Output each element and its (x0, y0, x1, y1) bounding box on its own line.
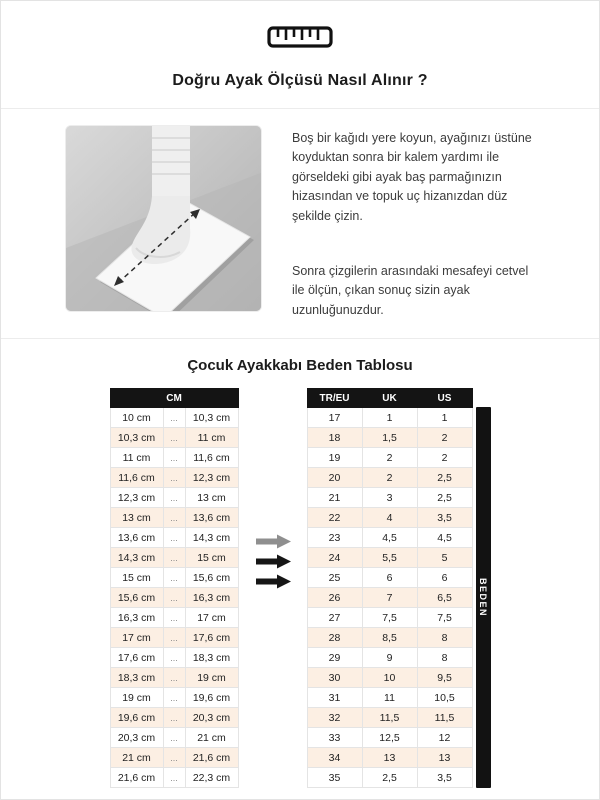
table-row (110, 688, 238, 708)
table-row (110, 648, 238, 668)
table-cell: 10 (362, 668, 417, 688)
table-cell: ... (163, 628, 185, 648)
table-header-row (307, 389, 472, 408)
beden-label: BEDEN (478, 577, 488, 617)
table-cell: ... (163, 548, 185, 568)
table-cell: 2 (417, 448, 472, 468)
col-header-uk: UK (362, 389, 417, 408)
table-row (110, 488, 238, 508)
col-header-us: US (417, 389, 472, 408)
table-cell: 2,5 (417, 488, 472, 508)
table-cell: 9 (362, 648, 417, 668)
table-row (110, 668, 238, 688)
table-row (307, 668, 472, 688)
table-row (110, 428, 238, 448)
table-row (307, 628, 472, 648)
table-cell: 19 cm (110, 688, 163, 708)
table-row (110, 548, 238, 568)
table-cell: 10 cm (110, 408, 163, 428)
table-cell: 19 cm (185, 668, 238, 688)
table-cell: ... (163, 448, 185, 468)
cm-table-header: CM (110, 389, 238, 408)
table-cell: ... (163, 668, 185, 688)
table-cell: 5,5 (362, 548, 417, 568)
table-cell: 31 (307, 688, 362, 708)
beden-side-bar (476, 407, 491, 788)
table-cell: 3,5 (417, 768, 472, 788)
measurement-photo (65, 125, 262, 312)
table-cell: 7,5 (417, 608, 472, 628)
table-row (307, 528, 472, 548)
table-cell: 2,5 (417, 468, 472, 488)
table-row (307, 548, 472, 568)
table-cell: 17,6 cm (185, 628, 238, 648)
table-cell: 19,6 cm (110, 708, 163, 728)
table-cell: ... (163, 488, 185, 508)
table-cell: 13,6 cm (110, 528, 163, 548)
table-cell: 13 (362, 748, 417, 768)
table-cell: 16,3 cm (110, 608, 163, 628)
table-cell: 13,6 cm (185, 508, 238, 528)
table-cell: 11 (362, 688, 417, 708)
table-cell: 18,3 cm (185, 648, 238, 668)
table-cell: ... (163, 748, 185, 768)
table-cell: 17,6 cm (110, 648, 163, 668)
table-row (307, 448, 472, 468)
table-cell: 7,5 (362, 608, 417, 628)
table-cell: ... (163, 648, 185, 668)
table-row (307, 748, 472, 768)
size-tables-area (1, 388, 599, 788)
table-cell: ... (163, 588, 185, 608)
table-cell: 3 (362, 488, 417, 508)
table-cell: 2,5 (362, 768, 417, 788)
table-cell: 24 (307, 548, 362, 568)
table-cell: 11 cm (110, 448, 163, 468)
table-cell: 19 (307, 448, 362, 468)
table-row (307, 708, 472, 728)
cm-table (110, 388, 239, 788)
table-cell: 6,5 (417, 588, 472, 608)
table-row (110, 608, 238, 628)
table-cell: 30 (307, 668, 362, 688)
table-row (110, 508, 238, 528)
table-cell: 11 cm (185, 428, 238, 448)
table-cell: 17 cm (185, 608, 238, 628)
table-cell: 7 (362, 588, 417, 608)
table-cell: 23 (307, 528, 362, 548)
table-row (110, 448, 238, 468)
header-icon-area (1, 1, 599, 56)
table-cell: 15,6 cm (110, 588, 163, 608)
table-cell: 12,3 cm (110, 488, 163, 508)
table-cell: ... (163, 688, 185, 708)
table-cell: 10,5 (417, 688, 472, 708)
table-cell: 10,3 cm (185, 408, 238, 428)
table-cell: 13 cm (110, 508, 163, 528)
table-row (110, 748, 238, 768)
table-cell: 18 (307, 428, 362, 448)
table-cell: 1 (417, 408, 472, 428)
table-row (307, 468, 472, 488)
table-cell: ... (163, 768, 185, 788)
table-cell: 22 (307, 508, 362, 528)
table-cell: 2 (417, 428, 472, 448)
arrow-right-icon (256, 554, 292, 569)
table-cell: 11,5 (417, 708, 472, 728)
table-row (110, 728, 238, 748)
table-cell: 1 (362, 408, 417, 428)
table-cell: 34 (307, 748, 362, 768)
table-cell: ... (163, 708, 185, 728)
table-row (307, 648, 472, 668)
table-row (110, 708, 238, 728)
table-cell: ... (163, 608, 185, 628)
table-row (307, 608, 472, 628)
table-cell: 3,5 (417, 508, 472, 528)
table-cell: 25 (307, 568, 362, 588)
table-cell: ... (163, 728, 185, 748)
table-cell: 12 (417, 728, 472, 748)
table-cell: 8 (417, 628, 472, 648)
table-cell: ... (163, 528, 185, 548)
table-cell: 21 cm (185, 728, 238, 748)
conversion-arrows (256, 534, 292, 589)
table-row (307, 688, 472, 708)
table-row (110, 568, 238, 588)
table-cell: ... (163, 468, 185, 488)
table-cell: ... (163, 428, 185, 448)
table-cell: 21,6 cm (110, 768, 163, 788)
table-cell: 29 (307, 648, 362, 668)
table-row (307, 508, 472, 528)
table-row (307, 728, 472, 748)
table-row (110, 588, 238, 608)
size-table (307, 388, 473, 788)
table-row (110, 468, 238, 488)
table-cell: 35 (307, 768, 362, 788)
table-cell: 13 cm (185, 488, 238, 508)
instruction-paragraph-1: Boş bir kağıdı yere koyun, ayağınızı üstüne koyduktan sonra bir kalem yardımı ile görseldeki gibi ayak baş parmağınızın hizasından ve topuk uç hizanızdan düz şekilde çizin. (292, 131, 532, 223)
table-cell: 15 cm (185, 548, 238, 568)
table-cell: 33 (307, 728, 362, 748)
table-cell: 27 (307, 608, 362, 628)
table-cell: 21 (307, 488, 362, 508)
instructions-text (292, 125, 541, 320)
table-cell: 15 cm (110, 568, 163, 588)
table-cell: 21 cm (110, 748, 163, 768)
table-cell: 18,3 cm (110, 668, 163, 688)
table-cell: 12,3 cm (185, 468, 238, 488)
table-cell: 12,5 (362, 728, 417, 748)
table-cell: 16,3 cm (185, 588, 238, 608)
table-row (110, 408, 238, 428)
divider (1, 338, 599, 339)
arrow-right-icon (256, 534, 292, 549)
table-row (110, 768, 238, 788)
table-row (307, 768, 472, 788)
table-cell: 26 (307, 588, 362, 608)
table-cell: 14,3 cm (185, 528, 238, 548)
table-cell: ... (163, 568, 185, 588)
table-cell: 13 (417, 748, 472, 768)
page-title: Doğru Ayak Ölçüsü Nasıl Alınır ? (172, 72, 428, 89)
col-header-tr-eu: TR/EU (307, 389, 362, 408)
table-cell: 11,6 cm (185, 448, 238, 468)
table-row (307, 408, 472, 428)
table-cell: 10,3 cm (110, 428, 163, 448)
table-row (110, 528, 238, 548)
table-cell: 2 (362, 468, 417, 488)
instruction-paragraph-2: Sonra çizgilerin arasındaki mesafeyi cetvel ile ölçün, çıkan sonuç sizin ayak uzunluğunuzdur. (292, 263, 529, 317)
table-cell: 4,5 (362, 528, 417, 548)
table-cell: 20,3 cm (110, 728, 163, 748)
table-cell: 2 (362, 448, 417, 468)
table-cell: 11,5 (362, 708, 417, 728)
table-cell: 4,5 (417, 528, 472, 548)
table-cell: ... (163, 408, 185, 428)
table-cell: 8 (417, 648, 472, 668)
table-cell: 1,5 (362, 428, 417, 448)
table-row (307, 488, 472, 508)
table-cell: 11,6 cm (110, 468, 163, 488)
table-row (110, 628, 238, 648)
ruler-icon (267, 23, 333, 56)
instructions-section (1, 109, 599, 320)
table-row (307, 568, 472, 588)
size-table-wrap (307, 388, 491, 788)
table-cell: 9,5 (417, 668, 472, 688)
table-cell: 32 (307, 708, 362, 728)
table-cell: 20,3 cm (185, 708, 238, 728)
table-row (307, 428, 472, 448)
table-cell: 17 cm (110, 628, 163, 648)
arrow-right-icon (256, 574, 292, 589)
table-cell: 22,3 cm (185, 768, 238, 788)
table-cell: 14,3 cm (110, 548, 163, 568)
table-row (307, 588, 472, 608)
table-cell: 6 (417, 568, 472, 588)
table-header-row (110, 389, 238, 408)
table-cell: 20 (307, 468, 362, 488)
table-cell: 6 (362, 568, 417, 588)
table-cell: 4 (362, 508, 417, 528)
table-cell: 17 (307, 408, 362, 428)
table-cell: 8,5 (362, 628, 417, 648)
table-cell: 15,6 cm (185, 568, 238, 588)
size-section-title: Çocuk Ayakkabı Beden Tablosu (187, 357, 413, 374)
table-cell: 21,6 cm (185, 748, 238, 768)
table-cell: 28 (307, 628, 362, 648)
table-cell: 5 (417, 548, 472, 568)
table-cell: 19,6 cm (185, 688, 238, 708)
table-cell: ... (163, 508, 185, 528)
